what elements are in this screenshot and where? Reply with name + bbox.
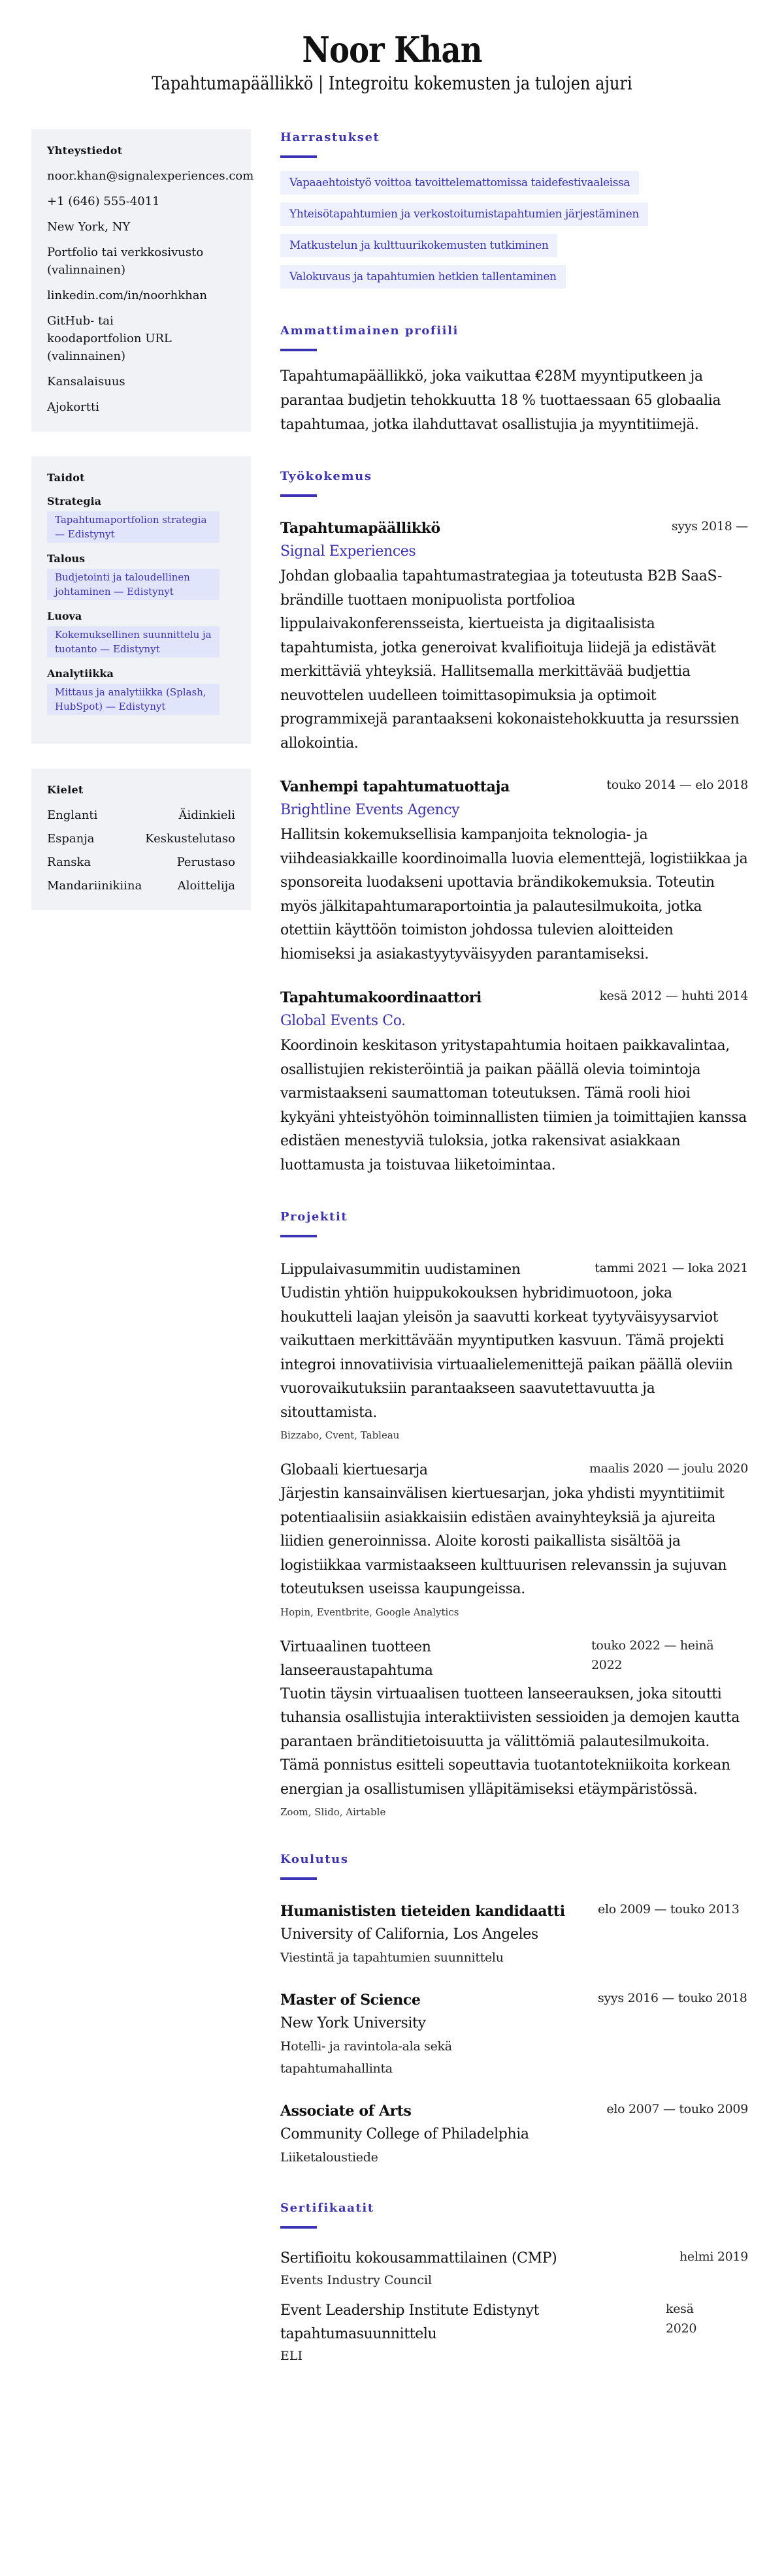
project-tools: Hopin, Eventbrite, Google Analytics [280, 1606, 459, 1618]
certification-entry [280, 2247, 748, 2290]
skill-group-finance: Talous [47, 552, 86, 565]
profile-section [280, 323, 748, 437]
main-column [280, 129, 748, 2397]
project-dates: maalis 2020 — joulu 2020 [589, 1461, 748, 1476]
project-description: Tuotin täysin virtuaalisen tuotteen lanseerauksen, joka sitoutti tuhansia osallistujia interaktiivisten sessioiden ja demojen kautta parantaen bränditietoisuutta ja välittömiä palautesilmukoita. Tämä ponnistus esitteli sopeuttavia tuotantotekniikoita korkean energian ja osallistumisen ylläpitämiseksi etäympäristössä. [280, 1685, 740, 1798]
school-name: Community College of Philadelphia [280, 2126, 529, 2142]
project-entry [280, 1258, 748, 1443]
skill-item: Tapahtumaportfolion strategia — Edistynyt [47, 511, 220, 543]
job-description: Johdan globaalia tapahtumastrategiaa ja toteutusta B2B SaaS-brändille tuottaen monipuolista portfolioa lippulaivakonferensseista, kiertueista ja digitaalisista tapahtumista, jotka generoivat kvalifioituja liidejä ja edistävät merkittäviä yhteyksiä. Hallitsemalla merkittävää budjettia neuvottelen uudelleen toimittasopimuksia ja optimoit programmixejä parantaakseni kokonaistehokkuutta ja resurssien allokointia. [280, 568, 740, 752]
job-dates: touko 2014 — elo 2018 [606, 778, 748, 792]
project-tools: Bizzabo, Cvent, Tableau [280, 1429, 400, 1441]
section-divider [280, 2226, 317, 2229]
languages-title: Kielet [47, 784, 84, 796]
section-title: Harrastukset [280, 131, 380, 144]
skills-card [31, 456, 251, 744]
language-name: Mandariinikiina [47, 879, 142, 893]
certification-issuer: Events Industry Council [280, 2273, 433, 2287]
project-tools: Zoom, Slido, Airtable [280, 1806, 386, 1818]
certification-name: Event Leadership Institute Edistynyt tapahtumasuunnittelu [280, 2302, 540, 2342]
hobbies-section [280, 129, 748, 296]
contact-linkedin[interactable]: linkedin.com/in/noorhkhan [47, 289, 208, 302]
project-dates: touko 2022 — heinä 2022 [591, 1638, 714, 1672]
projects-section [280, 1209, 748, 1820]
contact-title: Yhteystiedot [47, 144, 123, 157]
education-dates: elo 2009 — touko 2013 [598, 1902, 740, 1916]
job-title: Vanhempi tapahtumatuottaja [280, 778, 510, 795]
hobby-tag: Vapaaehtoistyö voittoa tavoittelemattomissa taidefestivaaleissa [280, 171, 639, 195]
hobby-list [280, 171, 748, 296]
education-entry [280, 2099, 748, 2169]
language-level: Äidinkieli [178, 808, 235, 822]
experience-entry [280, 517, 748, 755]
contact-portfolio: Portfolio tai verkkosivusto (valinnainen) [47, 246, 204, 277]
school-name: University of California, Los Angeles [280, 1926, 538, 1943]
skill-item: Kokemuksellinen suunnittelu ja tuotanto — Edistynyt [47, 626, 220, 658]
contact-location: New York, NY [47, 220, 131, 234]
section-title: Projektit [280, 1210, 348, 1224]
certification-issuer: ELI [280, 2349, 302, 2363]
contact-citizenship: Kansalaisuus [47, 375, 125, 389]
company-name: Signal Experiences [280, 543, 416, 560]
section-divider [280, 155, 317, 158]
skill-item: Mittaus ja analytiikka (Splash, HubSpot) — Edistynyt [47, 684, 220, 715]
project-description: Järjestin kansainvälisen kiertuesarjan, joka yhdisti myyntitiimit potentiaalisiin asiakkaisiin edistäen avainyhteyksiä ja ajureita liidien generoinnissa. Aloite korosti paikallista sisältöä ja logistiikkaa varmistaakseen kulttuurisen relevanssin ja sujuvan toteutuksen useissa kaupungeissa. [280, 1486, 727, 1597]
education-dates: elo 2007 — touko 2009 [606, 2102, 748, 2116]
education-dates: syys 2016 — touko 2018 [598, 1991, 747, 2005]
job-description: Koordinoin keskitason yritystapahtumia hoitaen paikkavalintaa, osallistujien rekisteröintiä ja paikan päällä olevia toimintoja varmistaakseni saumattoman toteutuksen. Tämä rooli hioi kykyäni yhteistyöhön toiminnallisten tiimien ja toimittajien kanssa edistäen menestyviä tuloksia, jotka rakensivat asiakkaan luottamusta ja toistuvaa liiketoimintaa. [280, 1038, 747, 1173]
language-level: Aloittelija [177, 879, 235, 893]
experience-entry [280, 775, 748, 966]
sidebar [31, 129, 254, 2397]
language-name: Ranska [47, 855, 91, 869]
project-dates: tammi 2021 — loka 2021 [595, 1261, 748, 1275]
resume-body [0, 129, 784, 2397]
certification-name: Sertifioitu kokousammattilainen (CMP) [280, 2250, 557, 2266]
project-title: Globaali kiertuesarja [280, 1462, 428, 1478]
resume-header [0, 0, 784, 95]
contact-phone: +1 (646) 555-4011 [47, 195, 160, 208]
company-name: Global Events Co. [280, 1013, 406, 1029]
language-name: Espanja [47, 832, 95, 846]
job-dates: kesä 2012 — huhti 2014 [599, 989, 748, 1003]
job-title: Tapahtumakoordinaattori [280, 989, 482, 1006]
section-divider [280, 1235, 317, 1237]
certification-date: helmi 2019 [679, 2250, 748, 2264]
languages-card [31, 769, 251, 910]
person-name: Noor Khan [302, 29, 482, 71]
school-name: New York University [280, 2015, 426, 2031]
experience-entry [280, 986, 748, 1177]
contact-card [31, 129, 254, 432]
project-title: Virtuaalinen tuotteen lanseeraustapahtuma [280, 1638, 433, 1679]
education-entry [280, 1988, 748, 2080]
project-title: Lippulaivasummitin uudistaminen [280, 1262, 521, 1278]
section-title: Työkokemus [280, 469, 372, 483]
hobby-tag: Matkustelun ja kulttuurikokemusten tutkiminen [280, 234, 557, 257]
contact-drivers-license: Ajokortti [47, 400, 99, 414]
hobby-tag: Yhteisötapahtumien ja verkostoitumistapahtumien järjestäminen [280, 202, 648, 226]
degree-title: Associate of Arts [280, 2103, 412, 2120]
contact-github: GitHub- tai koodaportfolion URL (valinnainen) [47, 314, 172, 363]
education-section [280, 1851, 748, 2169]
project-entry [280, 1636, 748, 1821]
certification-entry [280, 2299, 748, 2366]
language-row [47, 806, 235, 824]
job-title: Tapahtumapäällikkö [280, 520, 440, 537]
skill-group-strategy: Strategia [47, 495, 101, 507]
section-title: Sertifikaatit [280, 2201, 374, 2215]
degree-title: Master of Science [280, 1992, 421, 2009]
field-of-study: Viestintä ja tapahtumien suunnittelu [280, 1950, 504, 1965]
company-name: Brightline Events Agency [280, 802, 460, 818]
contact-email[interactable]: noor.khan@signalexperiences.com [47, 169, 254, 183]
language-name: Englanti [47, 808, 98, 822]
project-entry [280, 1459, 748, 1620]
experience-section [280, 468, 748, 1177]
language-row [47, 877, 235, 895]
language-row [47, 830, 235, 848]
section-divider [280, 1877, 317, 1880]
skills-title: Taidot [47, 471, 85, 484]
language-level: Perustaso [176, 855, 235, 869]
hobby-tag: Valokuvaus ja tapahtumien hetkien tallentaminen [280, 265, 566, 289]
language-row [47, 853, 235, 871]
skill-item: Budjetointi ja taloudellinen johtaminen — Edistynyt [47, 569, 220, 600]
field-of-study: Liiketaloustiede [280, 2150, 378, 2165]
skill-group-analytics: Analytiikka [47, 667, 114, 680]
degree-title: Humanististen tieteiden kandidaatti [280, 1903, 565, 1920]
section-title: Ammattimainen profiili [280, 324, 459, 338]
section-divider [280, 349, 317, 351]
education-entry [280, 1900, 748, 1969]
job-dates: syys 2018 — [671, 519, 748, 533]
language-level: Keskustelutaso [145, 832, 235, 846]
section-title: Koulutus [280, 1852, 349, 1866]
skill-group-creative: Luova [47, 610, 82, 622]
certification-date: kesä 2020 [666, 2302, 697, 2336]
project-description: Uudistin yhtiön huippukokouksen hybridimuotoon, joka houkutteli laajan yleisön ja saavutti korkeat tyytyväisyysarviot vaikuttaen merkittävään myyntiputken kasvuun. Tämä projekti integroi innovatiivisia virtuaalielemenittejä paikan päällä oleviin vuorovaikutuksiin parantaakseen saavutettavuutta ja sitouttamista. [280, 1285, 733, 1421]
job-description: Hallitsin kokemuksellisia kampanjoita teknologia- ja viihdeasiakkaille koordinoimalla luovia elementtejä, logistiikkaa ja sponsoreita luodakseni upottavia brändikokemuksia. Toteutin myös jälkitapahtumaraportointia ja palautesilmukoita, jotka otettiin käyttöön toimiston johdossa tulevien aloitteiden hiomiseksi ja asiakastyytyväisyyden parantamiseksi. [280, 827, 748, 962]
section-divider [280, 494, 317, 497]
profile-summary: Tapahtumapäällikkö, joka vaikuttaa €28M myyntiputkeen ja parantaa budjetin tehokkuutta 18 % tuottaessaan 65 globaalia tapahtumaa, jotka ilahduttavat osallistujia ja myyntitiimejä. [280, 368, 721, 433]
certifications-section [280, 2200, 748, 2366]
person-tagline: Tapahtumapäällikkö | Integroitu kokemusten ja tulojen ajuri [152, 72, 632, 94]
field-of-study: Hotelli- ja ravintola-ala sekä tapahtumahallinta [280, 2039, 452, 2076]
